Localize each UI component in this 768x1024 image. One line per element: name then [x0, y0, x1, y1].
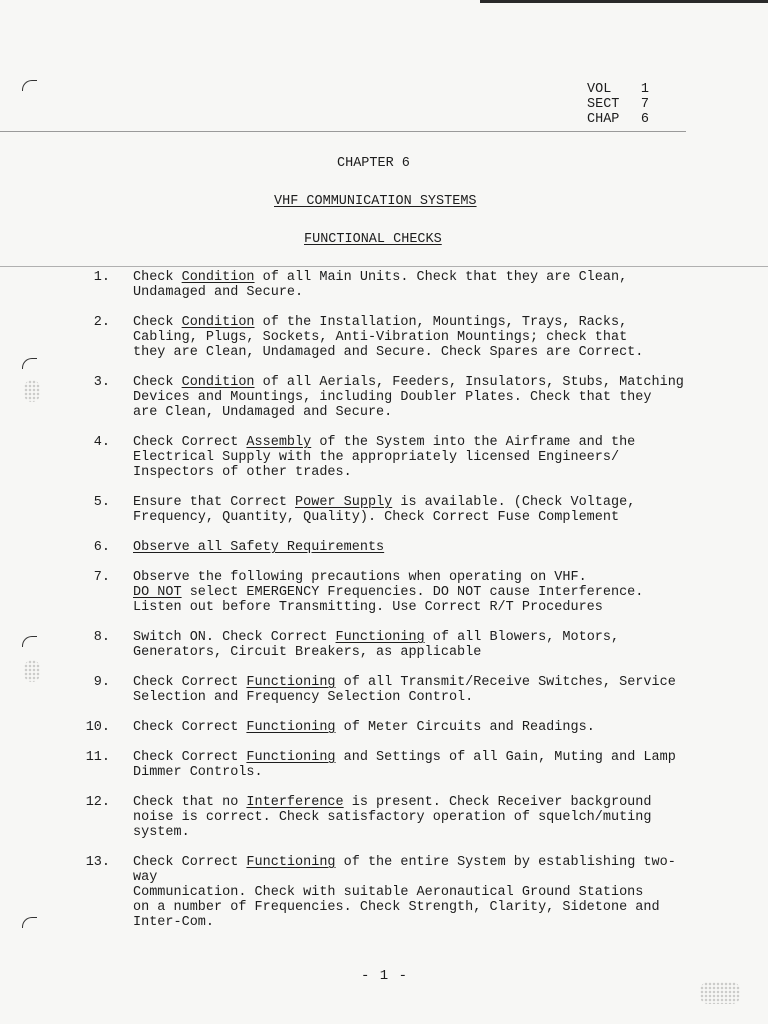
item-text-lead: Check Correct: [133, 435, 247, 450]
item-keyword: Functioning: [246, 750, 336, 765]
section-title: FUNCTIONAL CHECKS: [304, 232, 442, 247]
item-text-rest: select EMERGENCY Frequencies. DO NOT cause Interference. Listen out before Transmitting. Use Correct R/T Procedures: [133, 585, 644, 615]
item-text: [133, 540, 690, 555]
system-title: VHF COMMUNICATION SYSTEMS: [274, 194, 477, 209]
item-text-lead: Ensure that Correct: [133, 495, 296, 510]
punch-mark-icon: [22, 917, 37, 928]
punch-mark-icon: [22, 80, 37, 91]
ref-row-vol: [587, 82, 649, 97]
header-rule: [0, 131, 686, 132]
item-text-rest: of the Installation, Mountings, Trays, Racks, Cabling, Plugs, Sockets, Anti-Vibration Mountings; check that they are Clean, Undamaged and Secure. Check Spares are Correct.: [133, 315, 644, 360]
item-text-lead: Check Correct: [133, 750, 247, 765]
item-text-rest: of all Blowers, Motors, Generators, Circuit Breakers, as applicable: [133, 630, 620, 660]
item-number: 1.: [93, 270, 110, 285]
scan-speckle-icon: [700, 982, 740, 1004]
item-number: 7.: [93, 570, 110, 585]
checklist-item: [70, 720, 690, 735]
chapter-title: CHAPTER 6: [337, 156, 410, 171]
item-number: 3.: [93, 375, 110, 390]
ref-value: 1: [640, 82, 649, 97]
ref-label: VOL: [587, 82, 612, 97]
item-text: [133, 855, 690, 930]
item-keyword: Observe all Safety Requirements: [133, 540, 385, 555]
item-keyword: Functioning: [246, 855, 336, 870]
section-rule: [0, 266, 768, 267]
item-keyword: Condition: [181, 315, 255, 330]
item-text-lead: Check Correct: [133, 675, 247, 690]
item-text-lead: Check: [133, 270, 182, 285]
item-text: [133, 570, 690, 615]
item-text-lead: Check: [133, 375, 182, 390]
reference-block: [587, 82, 649, 127]
item-text-lead: Check that no: [133, 795, 247, 810]
item-text: [133, 495, 690, 525]
item-keyword: Functioning: [246, 720, 336, 735]
item-text-lead: Check Correct: [133, 855, 247, 870]
item-text: [133, 270, 690, 300]
item-text: [133, 750, 690, 780]
scan-speckle-icon: [24, 380, 40, 402]
item-number: 2.: [93, 315, 110, 330]
item-text-rest: of all Main Units. Check that they are Clean, Undamaged and Secure.: [133, 270, 628, 300]
checklist-item: [70, 750, 690, 780]
checklist-item: [70, 675, 690, 705]
item-text-lead: Check: [133, 315, 182, 330]
item-text-rest: of Meter Circuits and Readings.: [335, 720, 595, 735]
punch-mark-icon: [22, 636, 37, 647]
item-number: 4.: [93, 435, 110, 450]
ref-value: 7: [640, 97, 649, 112]
ref-row-chap: [587, 112, 649, 127]
ref-label: SECT: [587, 97, 620, 112]
checklist-item: [70, 495, 690, 525]
item-number: 12.: [85, 795, 110, 810]
item-text: [133, 795, 690, 840]
item-text: [133, 315, 690, 360]
item-text-rest: of all Transmit/Receive Switches, Service Selection and Frequency Selection Control.: [133, 675, 676, 705]
item-number: 11.: [85, 750, 110, 765]
item-text-rest: is present. Check Receiver background noise is correct. Check satisfactory operation of squelch/muting system.: [133, 795, 652, 840]
item-number: 5.: [93, 495, 110, 510]
ref-row-sect: [587, 97, 649, 112]
checklist-item: [70, 270, 690, 300]
punch-mark-icon: [22, 358, 37, 369]
checklist-item: [70, 855, 690, 930]
item-keyword: DO NOT: [133, 585, 182, 600]
checklist-item: [70, 630, 690, 660]
item-number: 9.: [93, 675, 110, 690]
item-text: [133, 630, 690, 660]
scan-speckle-icon: [24, 660, 40, 682]
item-text: [133, 720, 690, 735]
item-text-rest: of the entire System by establishing two-way Communication. Check with suitable Aeronautical Ground Stations on a number of Frequencies. Check Strength, Clarity, Sidetone and Inter-Com.: [133, 855, 676, 930]
item-keyword: Assembly: [246, 435, 312, 450]
item-text-lead: Check Correct: [133, 720, 247, 735]
item-text: [133, 675, 690, 705]
item-text-rest: of all Aerials, Feeders, Insulators, Stubs, Matching Devices and Mountings, including Doubler Plates. Check that they are Clean, Undamaged and Secure.: [133, 375, 684, 420]
item-keyword: Interference: [246, 795, 344, 810]
item-text-rest: and Settings of all Gain, Muting and Lamp Dimmer Controls.: [133, 750, 676, 780]
item-keyword: Condition: [181, 375, 255, 390]
item-text-lead: Switch ON. Check Correct: [133, 630, 336, 645]
checklist-item: [70, 570, 690, 615]
item-text: [133, 375, 690, 420]
checklist-item: [70, 315, 690, 360]
item-number: 8.: [93, 630, 110, 645]
checklist-item: [70, 435, 690, 480]
ref-label: CHAP: [587, 112, 620, 127]
item-keyword: Condition: [181, 270, 255, 285]
item-text-rest: of the System into the Airframe and the Electrical Supply with the appropriately licensed Engineers/ Inspectors of other trades.: [133, 435, 636, 480]
item-text: [133, 435, 690, 480]
page-number: - 1 -: [361, 968, 409, 984]
ref-value: 6: [640, 112, 649, 127]
item-text-rest: is available. (Check Voltage, Frequency, Quantity, Quality). Check Correct Fuse Complement: [133, 495, 636, 525]
checklist-item: [70, 795, 690, 840]
item-keyword: Functioning: [335, 630, 425, 645]
item-text-lead: Observe the following precautions when operating on VHF.: [133, 570, 587, 585]
checklist-item: [70, 375, 690, 420]
item-keyword: Functioning: [246, 675, 336, 690]
checklist-item: [70, 540, 690, 555]
item-keyword: Power Supply: [295, 495, 393, 510]
item-number: 6.: [93, 540, 110, 555]
top-edge-rule: [480, 0, 768, 3]
item-number: 13.: [85, 855, 110, 870]
item-number: 10.: [85, 720, 110, 735]
